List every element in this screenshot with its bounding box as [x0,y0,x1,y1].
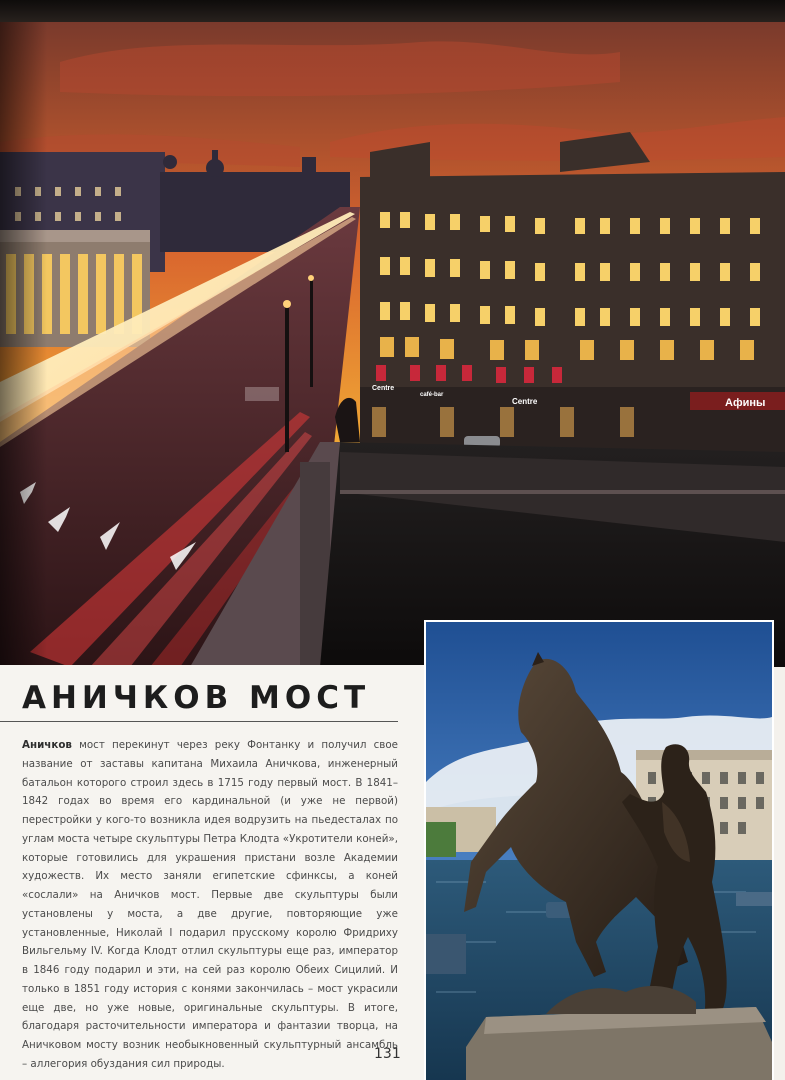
article-lead-word: Аничков [22,739,72,751]
page-number: 131 [374,1046,401,1062]
article-body [22,736,398,1074]
article-title: АНИЧКОВ МОСТ [22,680,371,716]
title-rule [0,721,398,722]
horse-tamer-statue-photo [424,620,774,1080]
page-top-edge [0,0,785,24]
article-body-text: мост перекинут через реку Фонтанку и получил свое название от заставы капитана Михаила Аничкова, инженерный батальон которого строил здесь в 1715 году первый мост. В 1841–1842 годах во время его кардинальной (и уже не первой) перестройки у кого-то возникла идея водрузить на пьедесталах по углам моста четыре скульптуры Петра Клодта «Укротители коней», которые готовились для украшения пристани возле Академии художеств. Их место заняли египетские сфинксы, а коней «сослали» на Аничков мост. Первые две скульптуры были установлены у моста, а две другие, повторяющие уже установленные, Николай I подарил прусскому королю Фридриху Вильгельму IV. Когда Клодт отлил скульптуры еще раз, император в 1846 году подарил и эти, на сей раз королю Обеих Сицилий. И только в 1851 году история с конями закончилась – мост украсили еще две, но уже новые, оригинальные скульптуры. В итоге, благодаря расточительности императора и фантазии творца, на Аничковом мосту возник необыкновенный скульптурный ансамбль – аллегория обуздания сил природы. [22,739,398,1070]
nevsky-prospect-photo [0,22,785,667]
